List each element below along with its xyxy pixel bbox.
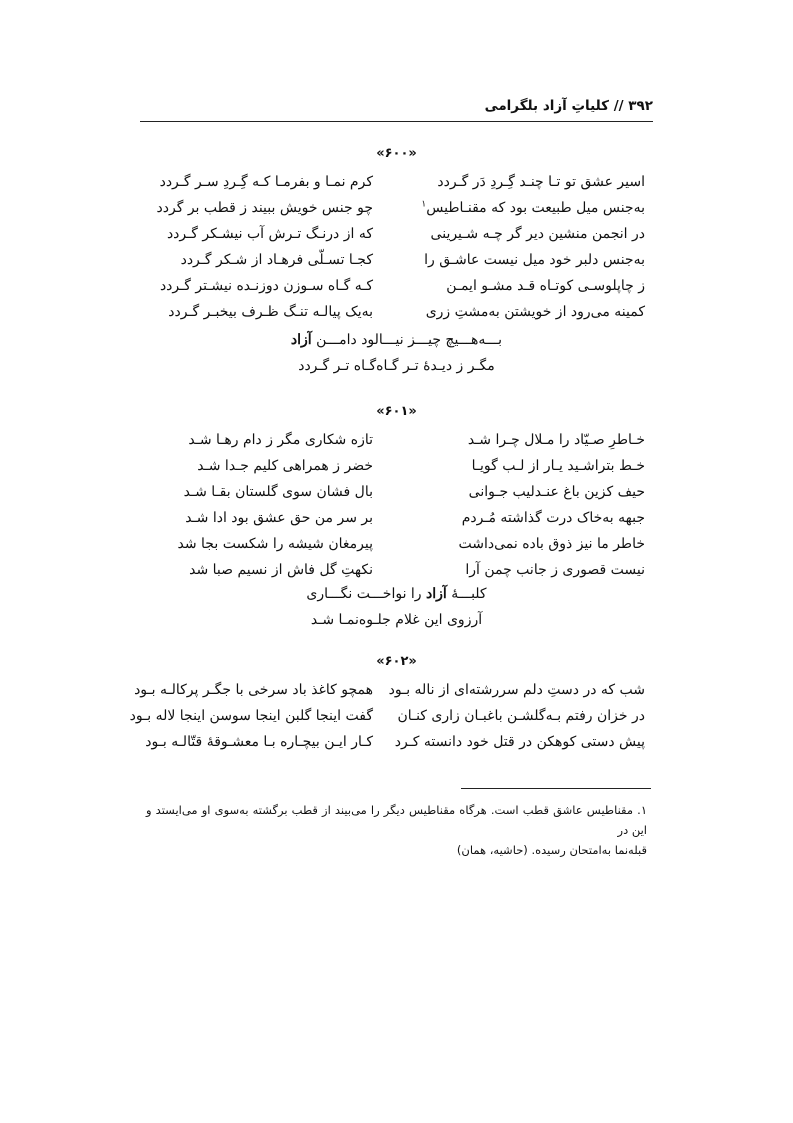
hemistich-left: گفت اینجا گلبن اینجا سوسن اینجا لاله بـود xyxy=(129,708,373,724)
footnote-marker: ۱ xyxy=(421,199,427,210)
hemistich-right: جبهه به‌خاک درت گذاشته مُـردم xyxy=(461,510,645,526)
footnote-divider xyxy=(461,788,651,789)
poet-name: آزاد xyxy=(426,586,447,602)
hemistich-right: کمینه می‌رود از خویشتن به‌مشتِ زری xyxy=(425,304,645,320)
closing-text: کلبـــهٔ xyxy=(446,586,487,602)
closing-line xyxy=(0,610,793,630)
couplet xyxy=(0,482,793,506)
hemistich-right: نیست قصوری ز جانب چمن آرا xyxy=(465,562,645,578)
closing-text: بـــه‌هـــیچ چیـــز نیـــالود دامـــن xyxy=(311,332,503,348)
hemistich-right: پیش دستی کوهکن در قتل خود دانسته کـرد xyxy=(394,734,645,750)
footnote-line: ۱. مقناطیس عاشق قطب است. هرگاه مقناطیس دیگر را می‌بیند از قطب برگشته به‌سوی او می‌ایستد و این در xyxy=(146,803,647,837)
couplet xyxy=(0,732,793,756)
page-header xyxy=(140,95,653,122)
hemistich-right: حیف کزین باغ عنـدلیب جـوانی xyxy=(468,484,645,500)
hemistich-text: به‌جنس میل طبیعت بود که مقنـاطیس xyxy=(426,200,645,216)
hemistich-right xyxy=(421,198,645,218)
hemistich-left: کـار ایـن بیچـاره بـا معشـوقهٔ قتّالـه بـود xyxy=(145,734,373,750)
footnote-line: قبله‌نما به‌امتحان رسیده. (حاشیه، همان) xyxy=(456,843,647,857)
couplet xyxy=(0,302,793,326)
hemistich-left: که از درنـگ تـرش آب نیشـکر گـردد xyxy=(166,226,373,242)
section-number: «۶۰۲» xyxy=(376,654,417,669)
hemistich-right: به‌جنس دلبر خود میل نیست عاشـق را xyxy=(424,252,645,268)
hemistich-left: پیرمغان شیشه را شکست بجا شد xyxy=(177,536,373,552)
hemistich-right: در خزان رفتم بـه‌گلشـن باغبـان زاری کنـان xyxy=(397,708,645,724)
couplet xyxy=(0,706,793,730)
closing-line xyxy=(0,356,793,376)
couplet xyxy=(0,430,793,454)
header-title: ۳۹۲ // کلیاتِ آزاد بلگرامی xyxy=(484,98,653,114)
hemistich-right: در انجمن منشین دیر گر چـه شـیرینی xyxy=(430,226,645,242)
hemistich-left: نکهتِ گل فاش از نسیم صبا شد xyxy=(189,562,373,578)
hemistich-left: کجـا تسـلّی فرهـاد از شـکر گـردد xyxy=(180,252,373,268)
couplet xyxy=(0,534,793,558)
couplet xyxy=(0,456,793,480)
hemistich-left: چو جنس خویش ببیند ز قطب بر گردد xyxy=(156,200,373,216)
poet-name: آزاد xyxy=(290,332,312,348)
couplet xyxy=(0,276,793,300)
closing-line xyxy=(0,584,793,604)
closing-text: آرزوی این غلام جلـوه‌نمـا شـد xyxy=(310,612,483,628)
hemistich-left: همچو کاغذ باد سرخی با جگـر پرکالـه بـود xyxy=(134,682,373,698)
closing-text: مگـر ز دیـدهٔ تـر گـاه‌گـاه تـر گـردد xyxy=(298,358,495,374)
couplet xyxy=(0,560,793,584)
closing-line xyxy=(0,330,793,350)
hemistich-left: به‌یک پیالـه تنـگ ظـرف بیخبـر گـردد xyxy=(168,304,373,320)
closing-text: را نواخـــت نگـــاری xyxy=(306,586,427,602)
hemistich-left: خضر ز همراهی کلیم جـدا شـد xyxy=(197,458,373,474)
section-number: «۶۰۰» xyxy=(376,146,417,161)
hemistich-left: بر سر من حق عشق بود ادا شـد xyxy=(185,510,373,526)
hemistich-right: خـط بتراشـید یـار از لـب گویـا xyxy=(471,458,645,474)
hemistich-left: بال فشان سوی گلستان بقـا شـد xyxy=(183,484,373,500)
hemistich-right: خاطر ما نیز ذوق باده نمی‌داشت xyxy=(458,536,645,552)
hemistich-right: اسیر عشق تو تـا چنـد گِـردِ دَر گـردد xyxy=(437,174,645,190)
couplet xyxy=(0,224,793,248)
footnote xyxy=(146,800,647,860)
section-number: «۶۰۱» xyxy=(376,404,417,419)
couplet xyxy=(0,198,793,222)
hemistich-left: کـه گـاه سـوزن دوزنـده نیشـتر گـردد xyxy=(159,278,373,294)
hemistich-left: تازه شکاری مگر ز دام رهـا شـد xyxy=(188,432,373,448)
couplet xyxy=(0,172,793,196)
hemistich-right: خـاطرِ صـیّاد را مـلال چـرا شـد xyxy=(467,432,645,448)
hemistich-left: کرم نمـا و بفرمـا کـه گِـردِ سـر گـردد xyxy=(159,174,373,190)
couplet xyxy=(0,680,793,704)
couplet xyxy=(0,250,793,274)
couplet xyxy=(0,508,793,532)
hemistich-right: شب که در دستِ دلم سررشته‌ای از ناله بـود xyxy=(388,682,645,698)
hemistich-right: ز چاپلوسـی کوتـاه قـد مشـو ایمـن xyxy=(446,278,645,294)
